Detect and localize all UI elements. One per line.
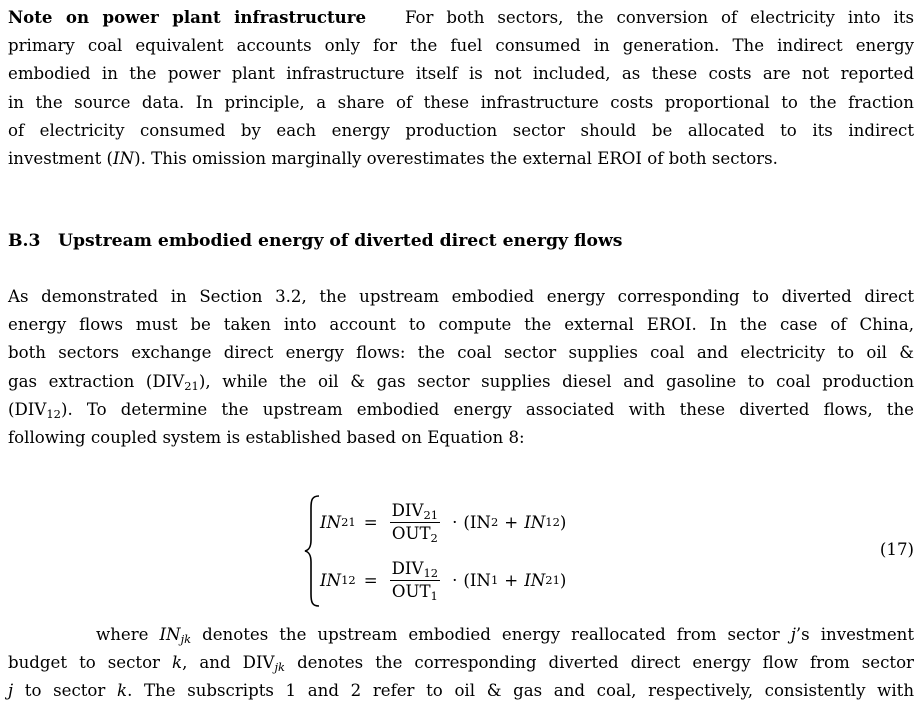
note-line: investment (IN). This omission marginally overestimates the external EROI of both sectors. <box>8 149 778 169</box>
note-line: in the source data. In principle, a share of these infrastructure costs proportional to the fraction <box>8 92 914 112</box>
section-heading <box>8 229 622 253</box>
body-line: budget to sector k, and $DIV_{jk}$ denotes the corresponding diverted direct energy flow from sector <box>8 653 914 675</box>
equation-line-1: IN 21 = $\frac{DIV_{21}}{OUT_2}$ · ( IN 2 + IN 12 ) <box>320 500 567 545</box>
note-line: of electricity consumed by each energy production sector should be allocated to its indirect <box>8 120 914 140</box>
equation-17 <box>303 494 914 608</box>
body-paragraph <box>8 283 914 452</box>
fraction: $\frac{DIV_{12}}{OUT_1}$ <box>391 558 439 603</box>
section-number: B.3 <box>8 231 41 251</box>
body-line: energy flows must be taken into account to compute the external EROI. In the case of China, <box>8 315 914 335</box>
body-line: j to sector k. The subscripts 1 and 2 refer to oil & gas and coal, respectively, consistently with <box>8 681 915 701</box>
body-line: where $IN_{jk}$ denotes the upstream embodied energy reallocated from sector j’s investment <box>96 625 914 646</box>
note-paragraph <box>8 3 914 173</box>
note-heading: Note on power plant infrastructure <box>8 7 367 27</box>
body-line: $(DIV_{12})$. To determine the upstream embodied energy associated with these diverted flows, the <box>8 399 914 421</box>
note-line: For both sectors, the conversion of electricity into its <box>404 8 914 27</box>
fraction: $\frac{DIV_{21}}{OUT_2}$ <box>391 500 439 545</box>
definition-paragraph <box>8 621 914 706</box>
note-line: embodied in the power plant infrastructure itself is not included, as these costs are not reported <box>8 64 914 84</box>
body-line: As demonstrated in Section 3.2, the upstream embodied energy corresponding to diverted direct <box>8 287 914 306</box>
equation-number: (17) <box>879 540 914 559</box>
body-line: both sectors exchange direct energy flows: the coal sector supplies coal and electricity to oil & <box>8 343 914 363</box>
section-title: Upstream embodied energy of diverted direct energy flows <box>58 231 623 251</box>
equation-line-2: IN 12 = $\frac{DIV_{12}}{OUT_1}$ · ( IN 1 + IN 21 ) <box>320 558 567 603</box>
note-line: primary coal equivalent accounts only for the fuel consumed in generation. The indirect energy <box>8 36 914 56</box>
body-line: gas extraction $(DIV_{21})$, while the oil & gas sector supplies diesel and gasoline to coal production <box>8 371 915 393</box>
body-line: following coupled system is established based on Equation 8: <box>8 428 525 448</box>
